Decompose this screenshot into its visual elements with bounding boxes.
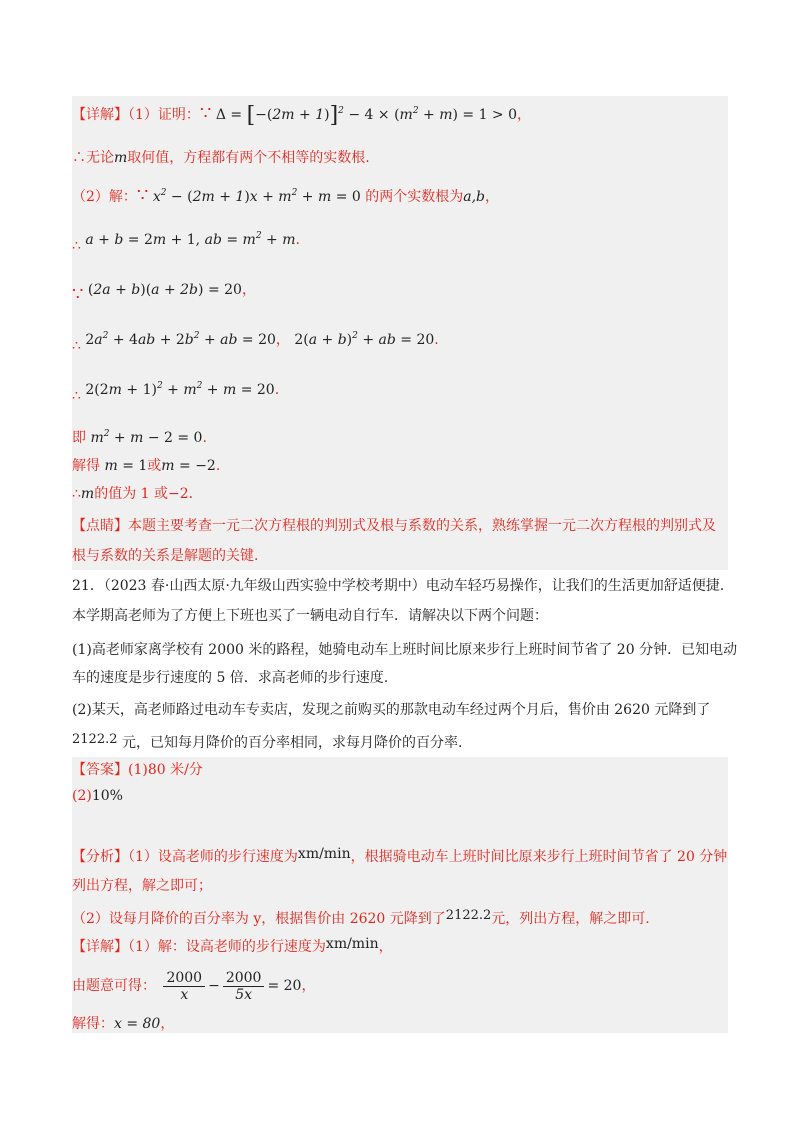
vieta-line: ∴ a + b = 2m + 1, ab = $m^2 + m$.	[72, 231, 300, 254]
vieta-formula: a + b = 2m + 1, ab = $m^2 + m$	[85, 231, 296, 248]
answer-label: 【答案】	[72, 762, 128, 778]
analysis-label: 【分析】	[72, 849, 128, 865]
question-line-3: (1)高老师家离学校有 2000 米的路程，她骑电动车上班时间比原来步行上班时间节省了 20 分钟．已知电动	[72, 642, 738, 658]
conclusion-line-distinct-roots: ∴无论m取何值，方程都有两个不相等的实数根.	[72, 150, 370, 166]
part2-line-roots: （2）解：∵ $x^2 - (2m + 1)x + m^2 + m = 0$ 的两个实数根为a,b，	[72, 185, 499, 206]
question-line-1: 21．（2023 春·山西太原·九年级山西实验中学校考期中）电动车轻巧易操作，让我们的生活更加舒适便捷.	[72, 578, 725, 594]
given-condition-formula: (2a + b)(a + 2b) = 20	[87, 282, 242, 298]
answer-line-2: (2)10%	[72, 788, 123, 804]
question-line-6: 2122.2 元，已知每月降价的百分率相同，求每月降价的百分率.	[72, 732, 463, 751]
detail2-label: 【详解】	[72, 939, 128, 955]
analysis-line-3: （2）设每月降价的百分率为 y，根据售价由 2620 元降到了2122.2元，列出方程，解之即可.	[72, 908, 650, 927]
price-value: 2122.2	[72, 732, 118, 747]
solve-line: 解得 m = 1或m = −2.	[72, 458, 221, 474]
detail2-line-2: 由题意可得： $\frac{2000}{x}$ − $\frac{2000}{5x}$ = 20，	[72, 969, 316, 1003]
quadratic-equation: $x^2 - (2m + 1)x + m^2 + m = 0$	[152, 188, 361, 205]
simplified-line: 即 $m^2 + m - 2 = 0$.	[72, 429, 207, 446]
question-line-4: 车的速度是步行速度的 5 倍．求高老师的步行速度.	[72, 670, 389, 686]
given-condition-line: ∵ (2a + b)(a + 2b) = 20，	[72, 282, 256, 305]
substitute-line: ∴ $2(2m + 1)^2 + m^2 + m = 20$.	[72, 381, 280, 404]
expand-line: ∴ $2a^2 + 4ab + 2b^2$ + ab = 20， $2(a + b)^2$ + ab = 20.	[72, 331, 439, 354]
answer-line-1: 【答案】(1)80 米/分	[72, 762, 203, 778]
root-one: m = 1	[104, 458, 148, 474]
value-line: ∴m的值为 1 或−2．	[72, 486, 203, 502]
analysis-line-2: 列出方程，解之即可；	[72, 878, 212, 894]
detail-label: 【详解】	[72, 107, 128, 123]
substituted-formula: $2(2m + 1)^2 + m^2 + m = 20$	[85, 381, 275, 398]
comment-line-2: 根与系数的关系是解题的关键.	[72, 548, 259, 564]
rewritten-formula: $2(a + b)^2$ + ab = 20	[294, 331, 435, 348]
document-page	[72, 0, 738, 1132]
detail2-line-3: 解得：x = 80，	[72, 1016, 175, 1032]
detail2-line-1: 【详解】（1）解：设高老师的步行速度为xm/min，	[72, 936, 393, 955]
discriminant-formula: $\Delta = [-(2m + 1)]^2 - 4 \times (m^2 + m) = 1 > 0$	[215, 103, 518, 128]
root-two: m = −2	[161, 458, 216, 474]
speed-equation: $\frac{2000}{x}$ − $\frac{2000}{5x}$ = 20	[160, 978, 301, 994]
expanded-formula: $2a^2 + 4ab + 2b^2$ + ab = 20	[85, 331, 276, 348]
simplified-formula: $m^2 + m - 2 = 0$	[90, 429, 203, 446]
question-line-2: 本学期高老师为了方便上下班也买了一辆电动自行车．请解决以下两个问题：	[72, 608, 548, 624]
question-line-5: (2)某天，高老师路过电动车专卖店，发现之前购买的那款电动车经过两个月后，售价由 2620 元降到了	[72, 702, 711, 718]
comment-line-1: 【点睛】本题主要考查一元二次方程根的判别式及根与系数的关系，熟练掌握一元二次方程根的判别式及	[72, 518, 716, 534]
detail-line-discriminant: 【详解】（1）证明：∵ $\Delta = [-(2m + 1)]^2 - 4 \times (m^2 + m) = 1 > 0$，	[72, 103, 532, 128]
analysis-line-1: 【分析】（1）设高老师的步行速度为xm/min，根据骑电动车上班时间比原来步行上班时间节省了 20 分钟	[72, 846, 728, 865]
